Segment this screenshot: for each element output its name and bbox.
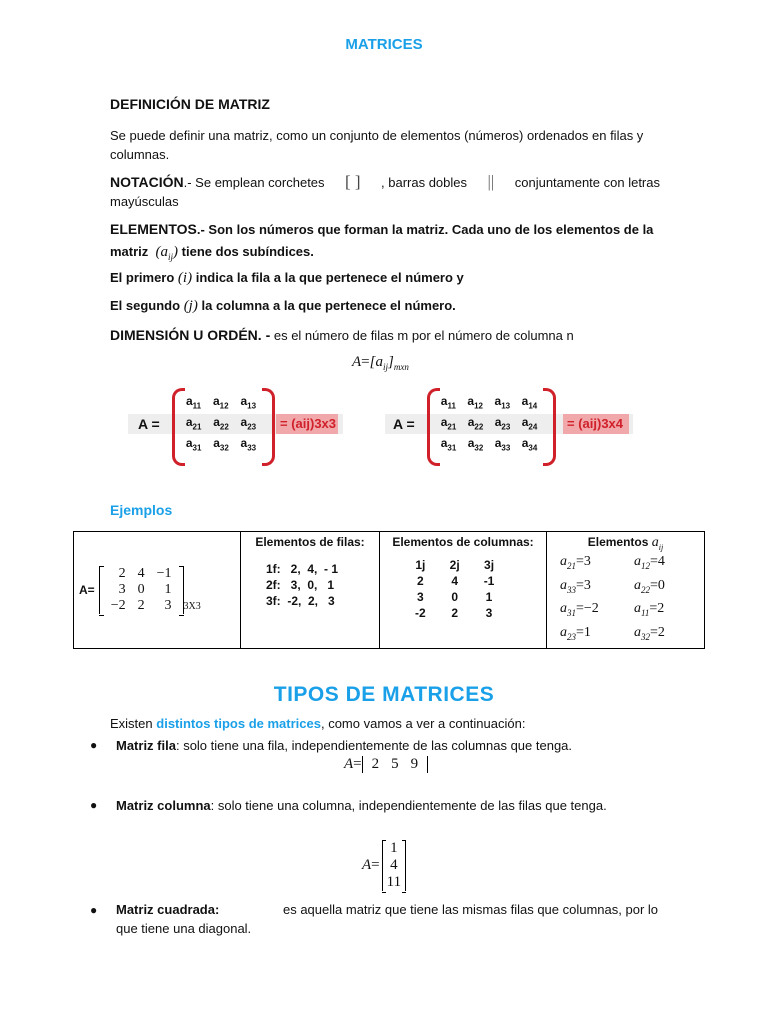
matrix-element: $a_{11}$ <box>440 394 456 411</box>
col-head: 2j <box>449 558 460 572</box>
row-vector-value: 9 <box>410 756 419 772</box>
col-value: 1 <box>485 590 493 604</box>
matrix-element: $a_{21}$ <box>185 415 202 432</box>
example-matrix-cell <box>74 532 241 649</box>
dimension-keyword: DIMENSIÓN U ORDÉN. - <box>110 327 271 343</box>
matrix-figure-3x3 <box>128 388 338 462</box>
matrix-value: 2 <box>118 565 126 581</box>
column-vector-value: 11 <box>386 874 402 890</box>
figure-label: A = <box>393 416 415 432</box>
definicion-paragraph <box>110 126 660 164</box>
fila-entry: 2f: 3, 0, 1 <box>266 578 335 592</box>
matrix-element: $a_{12}$ <box>212 394 229 411</box>
dimension-formula: $A=[a_{ij}]_{mxn}$ <box>352 354 409 372</box>
figure-result: = (aij)3x3 <box>280 416 337 431</box>
matrix-element: $a_{13}$ <box>240 394 257 411</box>
col-head: 3j <box>484 558 495 572</box>
double-bars-symbol: || <box>487 172 495 191</box>
matrix-element: $a_{24}$ <box>521 415 538 432</box>
example-matrix-label: A= <box>79 582 95 597</box>
elems-head: Elementos $a_{ij}$ <box>587 535 664 552</box>
matrix-value: 3 <box>164 597 172 613</box>
bullet-icon: ● <box>90 903 98 917</box>
primero-line: El primero (i) indica la fila a la que pertenece el número y <box>110 270 464 286</box>
brackets-symbol: [ ] <box>344 172 361 191</box>
fila-formula: A= 2 5 9 <box>344 756 428 773</box>
col-value: 3 <box>485 606 493 620</box>
filas-head: Elementos de filas: <box>255 535 365 549</box>
matrix-element: $a_{21}$ <box>440 415 457 432</box>
cols-head: Elementos de columnas: <box>392 535 534 549</box>
matriz-cuadrada-item: Matriz cuadrada: es aquella matriz que tiene las mismas filas que columnas, por lo que tiene una diagonal. <box>116 902 658 936</box>
matrix-element: $a_{14}$ <box>521 394 538 411</box>
row-vector-value: 5 <box>391 756 399 772</box>
matrix-value: 1 <box>164 581 172 597</box>
notacion-paragraph <box>110 172 660 211</box>
definicion-line: Se puede definir una matriz, como un conjunto de elementos (números) ordenados en filas y <box>110 128 644 143</box>
examples-table <box>73 531 705 649</box>
elementos-text: matriz <box>110 244 149 259</box>
matrix-value: 4 <box>137 565 145 581</box>
j-symbol: (j) <box>183 298 198 314</box>
matrix-element: $a_{32}$ <box>467 436 484 453</box>
dimension-text: es el número de filas m por el número de columna n <box>273 328 574 343</box>
example-matrix-dim: 3X3 <box>183 600 201 612</box>
elementos-text: tiene dos subíndices. <box>181 244 314 259</box>
matrix-element: $a_{23}$ <box>240 415 257 432</box>
fila-entry: 1f: 2, 4, - 1 <box>266 562 339 576</box>
col-value: 2 <box>451 606 459 620</box>
ejemplos-heading: Ejemplos <box>110 502 173 518</box>
section-heading-definicion: DEFINICIÓN DE MATRIZ <box>110 96 270 112</box>
matrix-element: $a_{33}$ <box>494 436 511 453</box>
matrix-value: 3 <box>118 581 126 597</box>
figure-label: A = <box>138 416 160 432</box>
tipos-link[interactable]: distintos tipos de matrices <box>156 716 321 731</box>
col-value: 3 <box>416 590 424 604</box>
fila-entry: 3f: -2, 2, 3 <box>266 594 335 608</box>
matrix-element: $a_{13}$ <box>494 394 511 411</box>
matrix-figure-3x4 <box>385 388 635 462</box>
segundo-line: El segundo (j) la columna a la que pertenece el número. <box>110 298 456 314</box>
col-head: 1j <box>415 558 426 572</box>
figure-result: = (aij)3x4 <box>567 416 624 431</box>
matrix-element: $a_{11}$ <box>185 394 202 411</box>
matrix-element: $a_{23}$ <box>494 415 511 432</box>
matrix-element: $a_{32}$ <box>213 436 229 453</box>
matrix-element: $a_{33}$ <box>240 436 257 453</box>
columna-formula: A = 1 4 11 <box>362 840 406 891</box>
aij-symbol: $(a_{ij})$ <box>155 244 179 262</box>
matrix-element: $a_{22}$ <box>467 415 484 432</box>
col-value: 0 <box>451 590 459 604</box>
matrix-value: 2 <box>137 597 145 613</box>
matrix-value: 0 <box>137 581 145 597</box>
definicion-line: columnas. <box>110 147 170 162</box>
col-value: 2 <box>416 574 424 588</box>
i-symbol: (i) <box>177 270 193 286</box>
matrix-element: $a_{12}$ <box>467 394 484 411</box>
elementos-text: .- Son los números que forman la matriz. Cada uno de los elementos de la <box>196 222 654 237</box>
element-pair: $a_{33}=3$ $a_{22}=0$ <box>560 577 665 595</box>
row-vector-value: 2 <box>371 756 380 772</box>
elementos-keyword: ELEMENTOS <box>110 221 197 237</box>
column-vector-value: 4 <box>390 857 398 873</box>
col-value: -1 <box>483 574 495 588</box>
element-pair: $a_{21}=3$ $a_{12}=4$ <box>560 553 665 571</box>
filas-cell <box>241 532 380 649</box>
dimension-line <box>110 326 574 345</box>
notacion-keyword: NOTACIÓN <box>110 174 184 190</box>
bullet-icon: ● <box>90 738 98 752</box>
col-value: 4 <box>451 574 459 588</box>
bullet-icon: ● <box>90 798 98 812</box>
matrix-element: $a_{34}$ <box>521 436 538 453</box>
matrix-element: $a_{31}$ <box>440 436 457 453</box>
tipos-intro: Existen distintos tipos de matrices, como vamos a ver a continuación: <box>110 716 526 731</box>
page-title: MATRICES <box>345 36 423 53</box>
matriz-fila-item: Matriz fila: solo tiene una fila, independientemente de las columnas que tenga. <box>116 738 573 753</box>
col-value: -2 <box>415 606 426 620</box>
cols-cell <box>380 532 547 649</box>
notacion-text: conjuntamente con letras <box>514 175 660 190</box>
notacion-line: mayúsculas <box>110 194 179 209</box>
notacion-text: .- Se emplean corchetes <box>183 175 325 190</box>
element-pair: $a_{23}=1$ $a_{32}=2$ <box>560 625 665 642</box>
matrix-value: −2 <box>110 597 126 613</box>
matrix-value: −1 <box>156 565 172 581</box>
tipos-heading: TIPOS DE MATRICES <box>273 683 495 706</box>
elementos-paragraph <box>110 220 660 267</box>
matrix-element: $a_{22}$ <box>213 415 229 432</box>
matrix-element: $a_{31}$ <box>185 436 202 453</box>
matriz-columna-item: Matriz columna: solo tiene una columna, independientemente de las filas que tenga. <box>116 798 607 813</box>
notacion-text: , barras dobles <box>381 175 468 190</box>
column-vector-value: 1 <box>390 840 398 856</box>
element-pair: $a_{31}=-2$ $a_{11}=2$ <box>560 601 665 619</box>
elems-cell <box>547 532 705 649</box>
